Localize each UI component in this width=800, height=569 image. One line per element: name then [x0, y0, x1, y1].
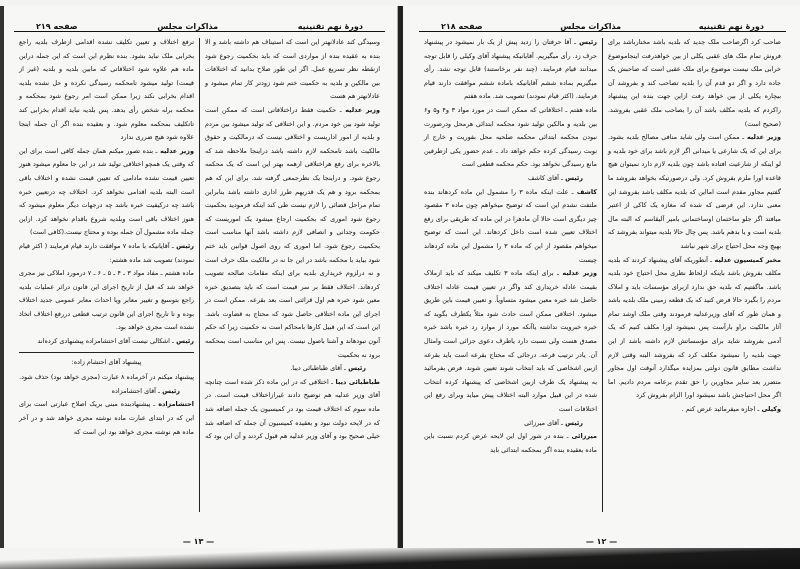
- speaker-name: احتشامزاده: [155, 400, 194, 409]
- page-218: [398, 6, 800, 554]
- speaker-name: طباطبائی دیبا: [333, 377, 380, 386]
- speech-paragraph: [19, 385, 194, 399]
- paragraph-text: ـ اختلافی که در این ماده ذکر شده است چنانچه آقای وزیر عدلیه هم توضیح دادند غیرازاختلاف قیمت است. در ماده سوم که اختلاف قیمت بود در کمیسیون یک جمله اضافه شد که در لایحه دولت نبود و بعقیده کمیسیون آن جمله که اضافه شد خیلی صحیح بود و آقای وزیر عدلیه هم قبول کردند و آن این بود که: [205, 377, 380, 441]
- paragraph-text: ـ اجازه میفرمائید عرض کنم .: [681, 405, 760, 414]
- header-title: مذاکرات مجلس: [560, 22, 622, 31]
- speaker-name: میرزائی: [568, 432, 598, 441]
- header-session: دورهٔ نهم تقنینیه: [698, 22, 764, 31]
- paragraph-text: ـ پیشنهادبنده مبنی بریک اصلاح عبارتی است برای این که در ابتدای عبارت ماده نوشته مجری خواهد شد و در آخر ماده هم نوشته مجری خواهد بود این است که: [19, 400, 194, 436]
- paragraph-text: پیشنهاد میکنم در آخرماده ۸ عبارت (مجری خواهد بود) حذف شود.: [19, 373, 194, 382]
- paragraph-text: پیشنهاد آقای احتشام زاده:: [71, 357, 142, 366]
- speaker-name: رئیس: [173, 241, 195, 250]
- speaker-name: رئیس: [576, 38, 598, 46]
- column-left: [419, 36, 602, 514]
- speech-paragraph: [424, 417, 597, 431]
- text-paragraph: [205, 36, 380, 104]
- speech-paragraph: [19, 240, 194, 267]
- speech-paragraph: [424, 430, 597, 457]
- paragraph-text: ـ حکمیت فقط دراختلافاتی است که ممکن است تولید شود بین خود مردم. و این اختلافی که تولید میشود بین مردم و بلدیه از امور اداریست و اختلافی نیست که درمالکیت و حقوق مالکیت باشد تامحکمه لازم داشته باشد دراینجا ملاحظه شد که بالاخره برای رفع هراختلافی ازهمه بهتر این است که یک محکمه رجوع شود. و دراینجا یک نظرجمعی گرفته شد. برای این که هم بمحکمه برود و هم یک قدریهم طرز اداری داشته باشد بنابراین تمام مراحل قضائی را لازم نیست طی کند اینکه فرمودید بحکمیت رجوع شود اموری که بحکمیت ارجاع میشود یک اموریست که حکومت وجدانی و انصافی لازم داشته باشد آنها مناسب است بحکمیت رجوع شود. اما اموری که روی اصول قوانین باید ختم شود بیاید با محکمه باشد در این جا نه در مالکیت ملک حرف است و نه درلزوم خریداری بلدیه برای اینکه مقامات صالحه تصویب کردهاند. اختلاف فقط بر سر قیمت است که باید بتصدیق خبره معین شود خبره هم اول قرائتی است بعد بقرعه. ممکن است در اجرای این ماده اختلافی حاصل شود که محتاج به قضاوت باشد. این است که این قبیل کارها بامحاکم است نه حکمیت زیرا که حکم آنون نبودهاند و آشنا باصول نیست. پس این مناسب است بمحکمه برود نه بحکمیت: [205, 105, 380, 359]
- column-divider: [602, 38, 603, 512]
- paragraph-text: ـ علت اینکه ماده ۳ را مشمول این ماده کردهاند بنده ملتفت نشدم این است که توضیح میخواهم چون ماده ۳ مقصود چیز دیگری است حالا آن مادهرا در این ماده که طریقی برای رفع اختلاف تعیین شده است داخل کردهاند. این است که توضیح میخواهم مقصود از این که ماده ۳ را مشمول این ماده کردهاند چیست: [424, 187, 597, 264]
- speech-paragraph: [19, 398, 194, 439]
- speech-paragraph: [19, 145, 194, 240]
- paragraph-text: صاحب کرد اگرصاحب ملک جدید که بلدیه باشد مختارباشد برای فروش تمام ملک های عقبی یکلی از بین خواهدرفت اینجاموضوع خرابی ملک نیست موضوع برای ملک عقبی است که صاحبش یک جاده دارد و اگر دو قدم آن را بلدیه تصاحب کند و بفروشد آن بیچاره یکلی از بین خواهد رفت ازاین جهت بنده این پیشنهاد راکردم که بلدیه مکلف باشد آن را بصاحب ملک عقبی بفروشد.(صحیح است): [608, 38, 781, 128]
- text-paragraph: [19, 356, 194, 370]
- page-219: [0, 6, 398, 554]
- speaker-name: مخبر کمیسیون عدلیه: [712, 255, 781, 264]
- paragraph-text: ـ آقا حرفتان را زدید پیش از یک بار نمیشود در پیشنهاد حرف زد. رأی میگیریم. آقایانیکه پیشنهاد آقای وکیلی را قابل توجه میدانند قیام فرمایند. (چند نفر برخاستند) قابل توجه نشد. رأی میگیریم بماده ششم آقایانیکه باماده ششم موافقت دارند قیام فرمایند. (اکثر قیام نمودند) تصویب شد. ماده هفتم: [424, 38, 597, 101]
- paragraph-text: ـ آقای کاشف: [527, 173, 563, 182]
- speaker-name: رئیس: [562, 418, 583, 427]
- text-paragraph: [608, 36, 781, 131]
- column-left: [14, 36, 199, 514]
- speaker-name: وزیر عدلیه: [341, 105, 380, 114]
- speech-paragraph: [205, 376, 380, 444]
- text-paragraph: [19, 371, 194, 385]
- paragraph-text: ماده هشتم ـ مفاد مواد ۳ ـ ۴ ـ ۵ ـ ۶ ـ ۷ درمورد املاکی نیز مجری خواهد شد که قبل از تاریخ اجرای این قانون دراثر عملیات بلدیه راجع بتوسیع و تغییر معابر ویا احداث معابر عمومی جدید اختلاف بوده و تا تاریخ اجرای این قانون ترتیب قطعی دررفع اختلاف اتخاذ نشده است مجری خواهد بود.: [19, 269, 194, 332]
- section-rule: [19, 352, 194, 353]
- paragraph-text: ـ آقای میرزائی: [524, 418, 563, 427]
- column-divider: [199, 38, 200, 512]
- header-session: دورهٔ نهم تقنینیه: [297, 22, 363, 31]
- page-folio: — ۱۳ —: [182, 537, 215, 546]
- paragraph-text: ـ ممکن است ولی شاید منافی مصالح بلدیه بشود. برای این که یک شارعی یا میدانی اگر لازم باشد برای خود بلدیه و لو اینکه از شارعیت افتاده باشد چون بلدیه لازم دارد نمیتوان هیچ قاعده اورا ملزم بفروش کرد. ولی درصورتیکه بخواهد بفروشد ما گفتیم مجاور مقدم است امااین که بلدیه مکلف باشد بفروشد این معنی ندارد. این فرضی که شده که مغازه یک کاکی از اعتبر میافتد اگر جلو ساختمان اوساختمانی بامیر آلیقاسم که البته مال بلدیه است و یا بدهم باشد. پس چال حالا بلدیه میتواند بفروشد که بهیچ وجه محل احتیاج برای شهر نباشد: [608, 133, 781, 250]
- speech-paragraph: [608, 131, 781, 253]
- text-paragraph: [424, 104, 597, 172]
- header-page-label: صفحه ۲۱۸: [441, 22, 483, 31]
- speech-paragraph: [205, 362, 380, 376]
- paragraph-text: ـ بنده در شور اول این لایحه عرض کردم نسبت باین ماده بعقیده بنده اگر بمحکمه ابتدائی باید: [424, 432, 597, 454]
- page-spread: [0, 6, 800, 554]
- speaker-name: وزیر عدلیه: [157, 146, 194, 155]
- speaker-name: کاشف: [573, 187, 597, 196]
- paragraph-text: ماده هفتم ـ اختلافاتی که ممکن است در مورد مواد ۳ و۴ و۵ و۶ بین بلدیه و مالکین تولید شود محکمه ابتدائی هرمحل ودرصورت نبودن محکمه ابتدائی محکمه صلحیه محل بفوریت و خارج از نوبت رسیدگی کرده حکم خواهد داد ـ عدم حضور یکی ازطرفین مانع رسیدگی نخواهد بود. حکم محکمه قطعی است: [424, 105, 598, 169]
- paragraph-text: ـ آقای احتشامزاده: [111, 386, 160, 395]
- speech-paragraph: [424, 267, 597, 417]
- paragraph-text: ـ بنده تصور میکنم همان جمله کافی است برای این که وقتی یک همچو اختلافی تولید شد در این جا معلوم میشود هنوز تعیین قیمت نشده مادامی که تعیین قیمت نشده و اختلاف باقی است البته بلدیه اقدامی نخواهد کرد. اختلاف چه درتعیین خبره باشد چه درکیفیت خبره باشد چه درجهات دیگر معلوم میشود که هنوز اختلاف باقی است وبلدیه شروع باقدام نخواهد کرد. ازاین جمله ماده مشمول آن جمله بوده و محتاج نیست.(کافی است): [19, 146, 194, 237]
- text-paragraph: [19, 267, 194, 335]
- speaker-name: وزیر عدلیه: [558, 269, 597, 278]
- paragraph-text: ـ برای اینکه ماده ۳ تکلیف میکند که باید ازملاک بقیمت عادله خریداری کند واگر در تعیین قیمت عادله اختلاف حاصل شد خبره معین میشود متساویاً. و تعیین قیمت باین طریق میشود. اختلافی ممکن است حادث شود مثلاً یکطرف بگوید که خبره خبرویت نداشته یاآنکه مورد از موارد رد خبره باشد خبره مصدق هست ولی نسبت دارد یاطرف دعوی جزائی است وامثال آن. یادر ترتیب قرعه. درجائی که محتاج بقرعه است باید بقرعه ازبین اشخاصی که باید انتخاب شوند تعیین شوند. فرض بفرمائید به پیشنهاد یک طرف ازبین اشخاصی که پیشنهاد کرده انتخاب شده در این قبیل موارد البته اختلاف پیش میاید وبرای رفع این اختلافات است: [424, 269, 597, 414]
- speech-paragraph: [424, 172, 597, 186]
- speech-paragraph: [205, 104, 380, 362]
- running-header: [419, 6, 786, 32]
- header-page-label: صفحه ۲۱۹: [36, 22, 78, 31]
- speech-paragraph: [424, 186, 597, 268]
- speech-paragraph: [19, 335, 194, 349]
- page-folio: — ۱۲ —: [585, 537, 618, 546]
- speaker-name: رئیس: [345, 364, 366, 373]
- binding-shadow: [0, 6, 4, 554]
- speaker-name: وکیلی: [759, 405, 781, 414]
- paragraph-text: ترفع اختلاف و تعیین تکلیف نشده اقدامی ازطرف بلدیه راجع بخرابی ملک نباید بشود. بنده نظرم این است که این جمله دراین ماده هم علاوه شود اختلافاتی که مابین بلدیه و بلدیه (غیر از قیمت) تولید میشود تامحکمه رسیدگی نکرده و حل نشده بلدیه اقدام بخرابی نکند زیرا ممکن است امر رجوع شود بمحکمه و محکمه برله شخص رأی بدهد. پس بلدیه نباید اقدام بخرابی کند تاتکلیف بمحکمه معلوم شود. و بعقیده بنده اگر آن جمله اینجا علاوه شود هیچ ضرری ندارد: [19, 38, 194, 142]
- paragraph-text: ـ اشکالی نیست آقای احتشامزاده پیشنهادی کرده‌اند: [37, 337, 174, 346]
- paragraph-text: ـ آنطوریکه آقای پیشنهاد کردند که بلدیه مکلف بفروش باشد باینکه ازلحاظ نظری محل احتیاج خود بلدیه باشد. ماگفتیم که بلدیه حق ندارد ازبرای مؤسسات باید و املاک مردم را بگیرد حالا فرض کنید که یک قطعه زمینی ملک بلدیه باشد و همان طور که آقای وزیرعدلیه فرمودند وقتی ملک اوشد تمام آثار مالکیت براو بارآست پس نمیشود اورا مکلف کنیم که یک آدمی بفروشد شاید برای مؤسساتش لازم داشته باشد از این جهت بلدیه را نمیشود مکلف کرد که بفروشد البته وقتی لازم نداشت مطابق قانون دولتی بمزایده میگذارد آنوقت اول مجاور متضرر بعد سایر مجاورین را حق تقدم برعامه مردم دادیم. اما اگر محل احتیاجش باشد نمیشود اورا الزام بفروش کرد: [608, 255, 781, 400]
- speech-paragraph: [608, 254, 781, 404]
- text-columns: [419, 36, 786, 514]
- speaker-name: رئیس: [159, 386, 180, 395]
- paragraph-text: وسیدگی کند عادلانهتر این است که استیناف هم داشته باشد و الا بنده به عقیده بنده از مواردی است که باید بحکمیت رجوع شود ازنقطه نظر تسریع عمل. اگر این طور صلاح بدانید که اختلافات بین مالکین و بلدیه به حکمیت ختم شود زودتر کار تمام میشود و عادلانهتر هم هست: [205, 38, 380, 101]
- speaker-name: رئیس: [173, 337, 194, 346]
- scan-bottom-margin: [0, 548, 800, 569]
- running-header: [14, 6, 385, 32]
- text-columns: [14, 36, 385, 514]
- column-right: [200, 36, 385, 514]
- speech-paragraph: [608, 403, 781, 417]
- speech-paragraph: [424, 36, 597, 104]
- text-paragraph: [19, 36, 194, 145]
- speaker-name: وزیر عدلیه: [744, 133, 781, 142]
- speaker-name: رئیس: [562, 173, 583, 182]
- header-title: مذاکرات مجلس: [157, 22, 219, 31]
- paragraph-text: ـ آقایانیکه با ماده ۷ موافقت دارند قیام فرمایند ( اکثر قیام نمودند) تصویب شد ماده هشتم:: [19, 241, 194, 264]
- paragraph-text: ـ آقای طباطبائی دیبا.: [290, 364, 346, 373]
- column-right: [603, 36, 786, 514]
